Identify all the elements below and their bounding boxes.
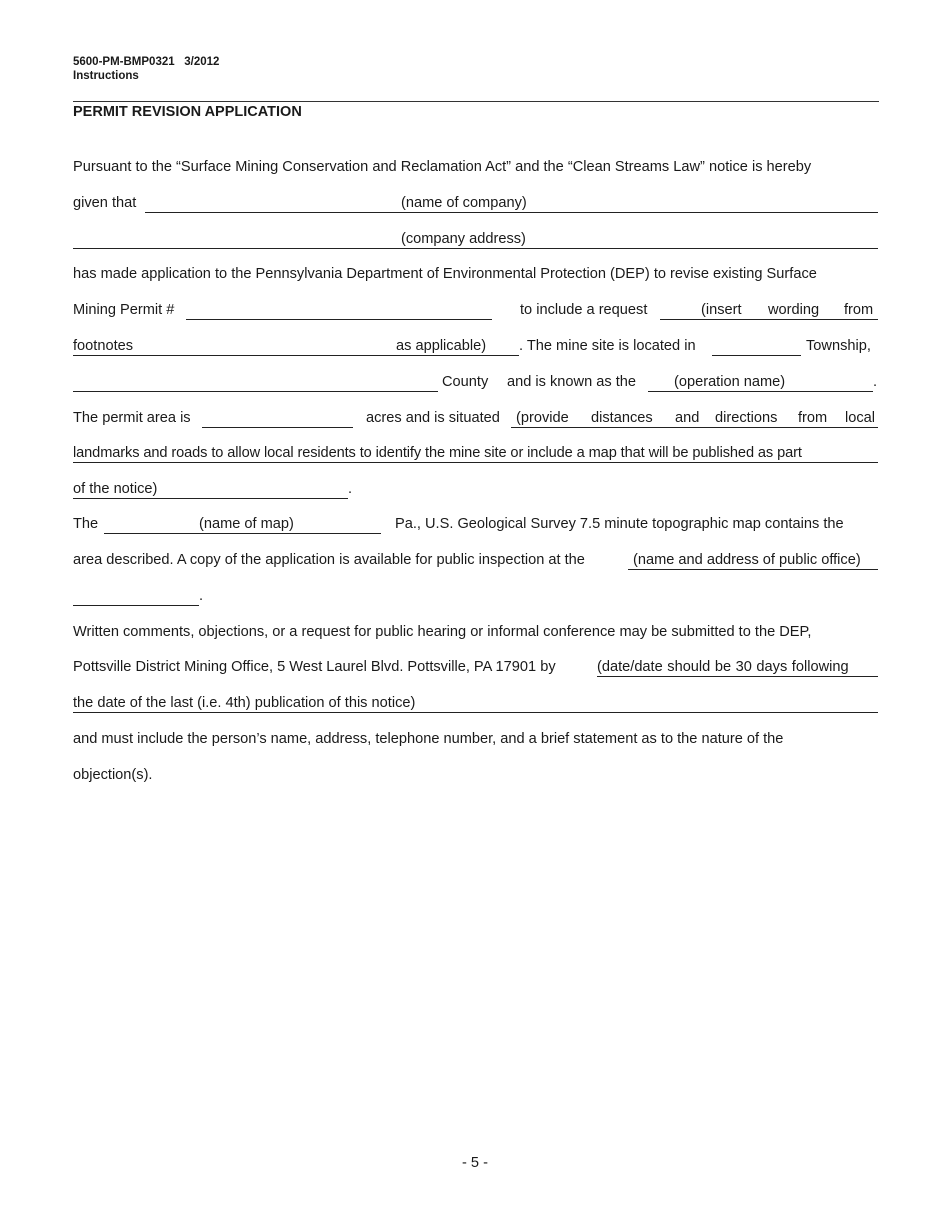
- line-1-text: Pursuant to the “Surface Mining Conservation and Reclamation Act” and the “Clean Streams Law” notice is hereby: [73, 159, 812, 175]
- area-described-text: area described. A copy of the application is available for public inspection at the: [73, 552, 585, 568]
- provide-word: (provide: [516, 410, 569, 426]
- permit-area-label: The permit area is: [73, 410, 191, 426]
- pottsville-office-text: Pottsville District Mining Office, 5 West Laurel Blvd. Pottsville, PA 17901 by: [73, 659, 556, 675]
- distances-word: distances: [591, 410, 653, 426]
- public-office-line: [73, 550, 878, 570]
- form-code: 5600-PM-BMP0321: [73, 56, 175, 68]
- form-code-header: [73, 56, 219, 68]
- the-label: The: [73, 516, 99, 532]
- geological-survey-text: Pa., U.S. Geological Survey 7.5 minute topographic map contains the: [395, 516, 844, 532]
- county-line: [73, 372, 878, 392]
- company-name-placeholder: (name of company): [401, 195, 527, 211]
- acreage-field[interactable]: [202, 408, 353, 428]
- permit-number-line: [73, 300, 878, 320]
- deadline-date-placeholder: (date/date should be 30 days following: [597, 659, 849, 675]
- public-office-end-line: [73, 586, 878, 606]
- local-word: local: [845, 410, 876, 426]
- county-field[interactable]: [73, 372, 438, 392]
- company-name-line: [73, 193, 878, 213]
- directions-word: directions: [715, 410, 778, 426]
- deadline-note-text: the date of the last (i.e. 4th) publication of this notice): [73, 695, 416, 711]
- and-word: and: [675, 410, 700, 426]
- permit-number-field[interactable]: [186, 300, 492, 320]
- paragraph-line-18: [73, 765, 878, 785]
- county-label: County: [442, 374, 489, 390]
- from-word: from: [844, 302, 874, 318]
- must-include-text: and must include the person’s name, address, telephone number, and a brief statement as to the nature of the: [73, 731, 784, 747]
- acres-situated-label: acres and is situated: [366, 410, 500, 426]
- pottsville-office-line: [73, 657, 878, 677]
- notice-end-period: .: [348, 481, 353, 497]
- company-address-placeholder: (company address): [401, 231, 526, 247]
- page-number: - 5 -: [462, 1155, 488, 1171]
- header-divider: [73, 101, 879, 102]
- paragraph-line-14: [73, 622, 878, 642]
- of-the-notice-text: of the notice): [73, 481, 158, 497]
- paragraph-line-4: [73, 264, 878, 284]
- written-comments-text: Written comments, objections, or a request for public hearing or informal conference may be submitted to the DEP,: [73, 624, 812, 640]
- public-office-field-cont[interactable]: [73, 586, 199, 606]
- map-name-placeholder: (name of map): [199, 516, 294, 532]
- objections-text: objection(s).: [73, 767, 153, 783]
- public-office-placeholder: (name and address of public office): [633, 552, 861, 568]
- insert-word: (insert: [701, 302, 742, 318]
- line-4-text: has made application to the Pennsylvania Department of Environmental Protection (DEP) to revise existing Surface: [73, 266, 817, 282]
- mining-permit-label: Mining Permit #: [73, 302, 175, 318]
- permit-area-line: [73, 408, 878, 428]
- wording-word: wording: [768, 302, 820, 318]
- township-label: Township,: [806, 338, 871, 354]
- mine-located-label: . The mine site is located in: [519, 338, 696, 354]
- footnotes-word: footnotes: [73, 338, 134, 354]
- public-office-period: .: [199, 588, 204, 604]
- landmarks-line: [73, 443, 878, 463]
- known-as-label: and is known as the: [507, 374, 636, 390]
- deadline-cont-line: [73, 693, 878, 713]
- township-field[interactable]: [712, 336, 801, 356]
- township-line: [73, 336, 878, 356]
- doc-type: Instructions: [73, 70, 139, 82]
- from-word-2: from: [798, 410, 828, 426]
- paragraph-line-17: [73, 729, 878, 749]
- operation-name-placeholder: (operation name): [674, 374, 786, 390]
- landmarks-text: landmarks and roads to allow local residents to identify the mine site or include a map that will be published as part: [73, 445, 802, 461]
- notice-end-line: [73, 479, 878, 499]
- company-address-line: [73, 229, 878, 249]
- as-applicable-text: as applicable): [396, 338, 487, 354]
- paragraph-line-1: [73, 157, 878, 177]
- form-date: 3/2012: [184, 56, 220, 68]
- map-name-line: [73, 514, 878, 534]
- county-line-period: .: [873, 374, 878, 390]
- given-that-label: given that: [73, 195, 137, 211]
- page-title: PERMIT REVISION APPLICATION: [73, 104, 302, 120]
- include-request-label: to include a request: [520, 302, 648, 318]
